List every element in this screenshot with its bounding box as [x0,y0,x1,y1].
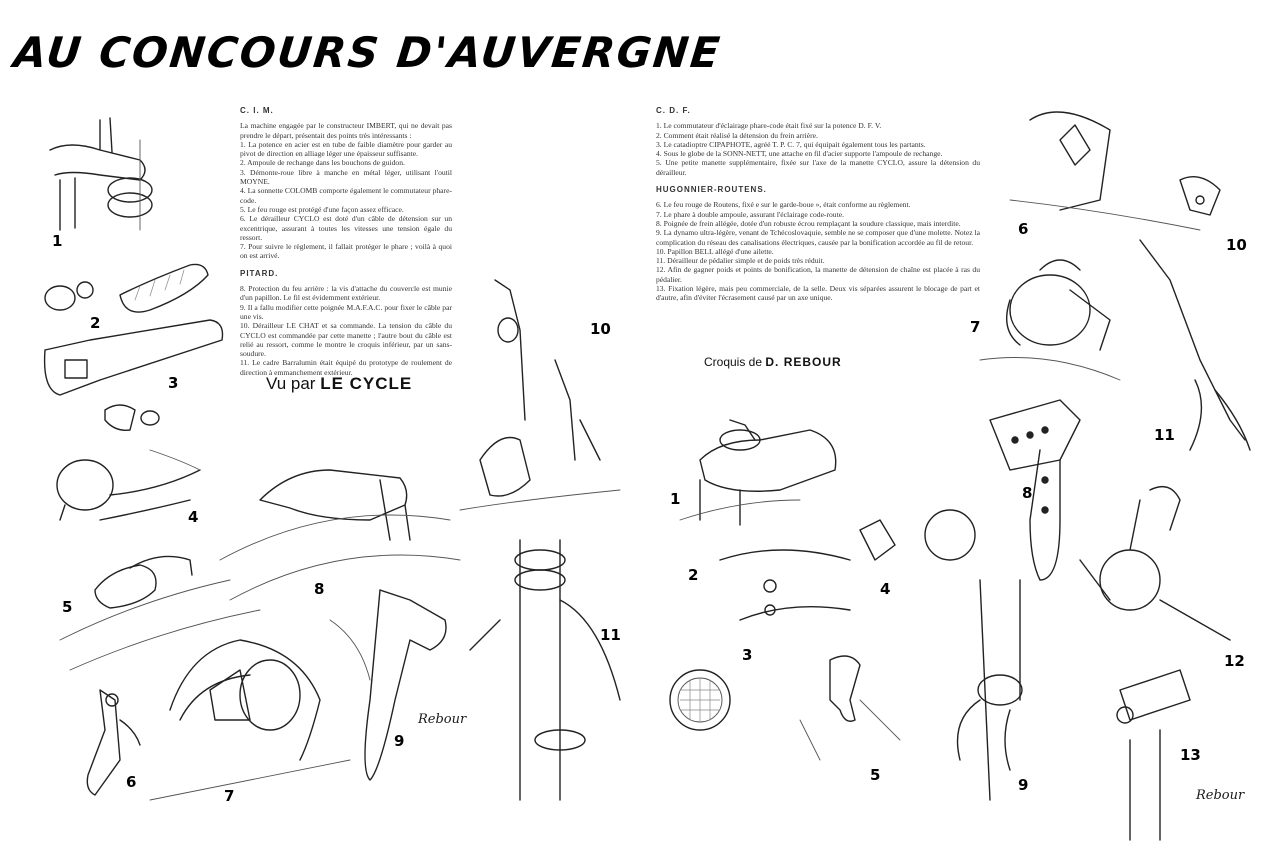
figure-label-left: 11 [600,626,621,644]
illustration-bell-globe [860,510,975,560]
figure-label-right: 13 [1180,746,1201,764]
right-article [656,106,980,303]
pitard-heading: PITARD. [240,268,279,278]
illustration-cable-derailleur [460,280,620,510]
signature-left: Rebour [418,712,467,727]
right-paragraph: 9. La dynamo ultra-légère, venant de Tchécoslovaquie, semble ne se composer que d'une molette. Notez la complication du réseau des canalisations électriques, causée par la bonification accordée au fil de retour. [656,228,980,247]
illustration-double-lamp [980,260,1120,380]
right-paragraph: 13. Fixation légère, mais peu commerciale, de la selle. Deux vis séparées assurent le blocage de part et d'autre, afin d'éviter l'écrasement causé par un axe unique. [656,284,980,303]
figure-label-right: 10 [1226,236,1247,254]
figure-label-right: 6 [1018,220,1029,238]
figure-label-right: 9 [1018,776,1029,794]
illustration-stem [50,118,152,230]
illustration-brake-lever [330,590,446,780]
croquis-name: D. REBOUR [765,355,842,369]
right-paragraph: 12. Afin de gagner poids et points de bonification, la manette de détension de chaîne est placée à ras du pédalier. [656,265,980,284]
left-paragraph: 11. Le cadre Barralumin était équipé du prototype de roulement de direction à emmanchement extérieur. [240,358,452,377]
figure-label-right: 1 [670,490,681,508]
illustration-rear-light [60,556,260,670]
illustration-frame-detail [720,550,850,620]
illustration-bell [57,450,200,520]
right-paragraph: 5. Une petite manette supplémentaire, fixée sur l'axe de la manette CYCLO, assure la détension du dérailleur. [656,158,980,177]
left-paragraph: 3. Démonte-roue libre à manche en métal léger, utilisant l'outil MOYNE. [240,167,452,187]
figure-label-left: 7 [224,787,235,805]
right-paragraph: 3. Le catadioptre CIPAPHOTE, agréé T. P. C. 7, qui équipait également tous les partants. [656,139,926,149]
illustration-lever [800,656,900,760]
illustration-bulb-grip [45,264,208,312]
illustration-drilled-brake-lever [990,400,1080,580]
figure-label-right: 4 [880,580,891,598]
croquis-caption [704,355,842,369]
figure-label-left: 9 [394,732,405,750]
left-article [240,106,452,377]
vu-par-name: LE CYCLE [320,374,413,393]
page-title: AU CONCOURS D'AUVERGNE [11,28,724,77]
figure-label-right: 12 [1224,652,1245,670]
illustration-reflector [670,670,730,730]
figure-label-left: 4 [188,508,199,526]
figure-label-left: 8 [314,580,325,598]
left-paragraph: 10. Dérailleur LE CHAT et sa commande. La tension du câble du CYCLO est commandée par cette manette ; l'autre bout du câble est relié au ressort, comme le montre le croquis inférieur, par un sans-soudure. [240,321,452,359]
illustration-headlamp-guard [150,640,350,800]
figure-label-left: 10 [590,320,611,338]
left-paragraph: 6. Le dérailleur CYCLO est doté d'un câble de détension sur un excentrique, assurant à toutes les vitesses une tension égale du ressort. [240,214,452,242]
illustration-dynamo [958,580,1023,800]
signature-right: Rebour [1196,788,1245,803]
figure-label-right: 11 [1154,426,1175,444]
left-paragraph: 4. La sonnette COLOMB comporte également le commutateur phare-code. [240,186,452,205]
right-paragraph: 7. Le phare à double ampoule, assurant l'éclairage code-route. [656,209,844,219]
cdf-heading: C. D. F. [656,106,691,115]
illustration-mudguard-rear-light [1010,112,1200,230]
figure-label-left: 3 [168,374,179,392]
illustration-bottom-bracket [1080,500,1230,640]
figure-label-left: 2 [90,314,101,332]
left-paragraph: La machine engagée par le constructeur IMBERT, qui ne devait pas prendre le départ, présentait des points très intéressants : [240,121,452,140]
figure-label-left: 5 [62,598,73,616]
croquis-prefix: Croquis de [704,355,763,369]
right-paragraph: 1. Le commutateur d'éclairage phare-code était fixé sur la potence D. F. V. [656,121,882,131]
illustration-mudguard-light [220,470,460,600]
left-paragraph: 2. Ampoule de rechange dans les bouchons de guidon. [240,158,405,168]
figure-label-right: 7 [970,318,981,336]
figure-label-left: 1 [52,232,63,250]
figure-label-right: 8 [1022,484,1033,502]
vu-par-prefix: Vu par [266,374,316,393]
right-paragraph: 4. Sous le globe de la SONN-NETT, une attache en fil d'acier supporte l'ampoule de rechange. [656,149,943,159]
left-paragraph: 7. Pour suivre le règlement, il fallait protéger le phare ; voilà à quoi on est arrivé. [240,242,452,261]
right-paragraph: 2. Comment était réalisé la détension du frein arrière. [656,130,818,140]
illustration-commutator [680,420,836,525]
illustration-pedalier-derailleur [1140,240,1250,530]
figure-label-right: 3 [742,646,753,664]
left-paragraph: 1. La potence en acier est en tube de faible diamètre pour garder au pivot de direction en alliage léger une épaisseur suffisante. [240,139,452,159]
left-paragraph: 8. Protection du feu arrière : la vis d'attache du couvercle est munie d'un papillon. Le fil est évidemment extérieur. [240,284,452,303]
figure-label-left: 6 [126,773,137,791]
vu-par-caption [266,374,412,394]
illustration-tool [45,320,223,430]
left-paragraph: 9. Il a fallu modifier cette poignée M.A.F.A.C. pour fixer le câble par une vis. [240,302,452,321]
figure-label-right: 5 [870,766,881,784]
hugonnier-heading: HUGONNIER-ROUTENS. [656,185,767,195]
left-paragraph: 5. Le feu rouge est protégé d'une façon assez efficace. [240,204,404,214]
right-paragraph: 10. Papillon BELL allégé d'une ailette. [656,246,774,256]
right-paragraph: 11. Dérailleur de pédalier simple et de poids très réduit. [656,256,825,266]
right-paragraph: 8. Poignée de frein allégée, dotée d'un robuste écrou remplaçant la soudure classique, mais interdite. [656,218,961,228]
figure-label-right: 2 [688,566,699,584]
cim-heading: C. I. M. [240,106,274,115]
right-paragraph: 6. Le feu rouge de Routens, fixé e sur le garde-boue », était conforme au règlement. [656,200,911,210]
illustration-headtube [470,540,620,800]
illustration-wing-nut [1180,177,1220,215]
